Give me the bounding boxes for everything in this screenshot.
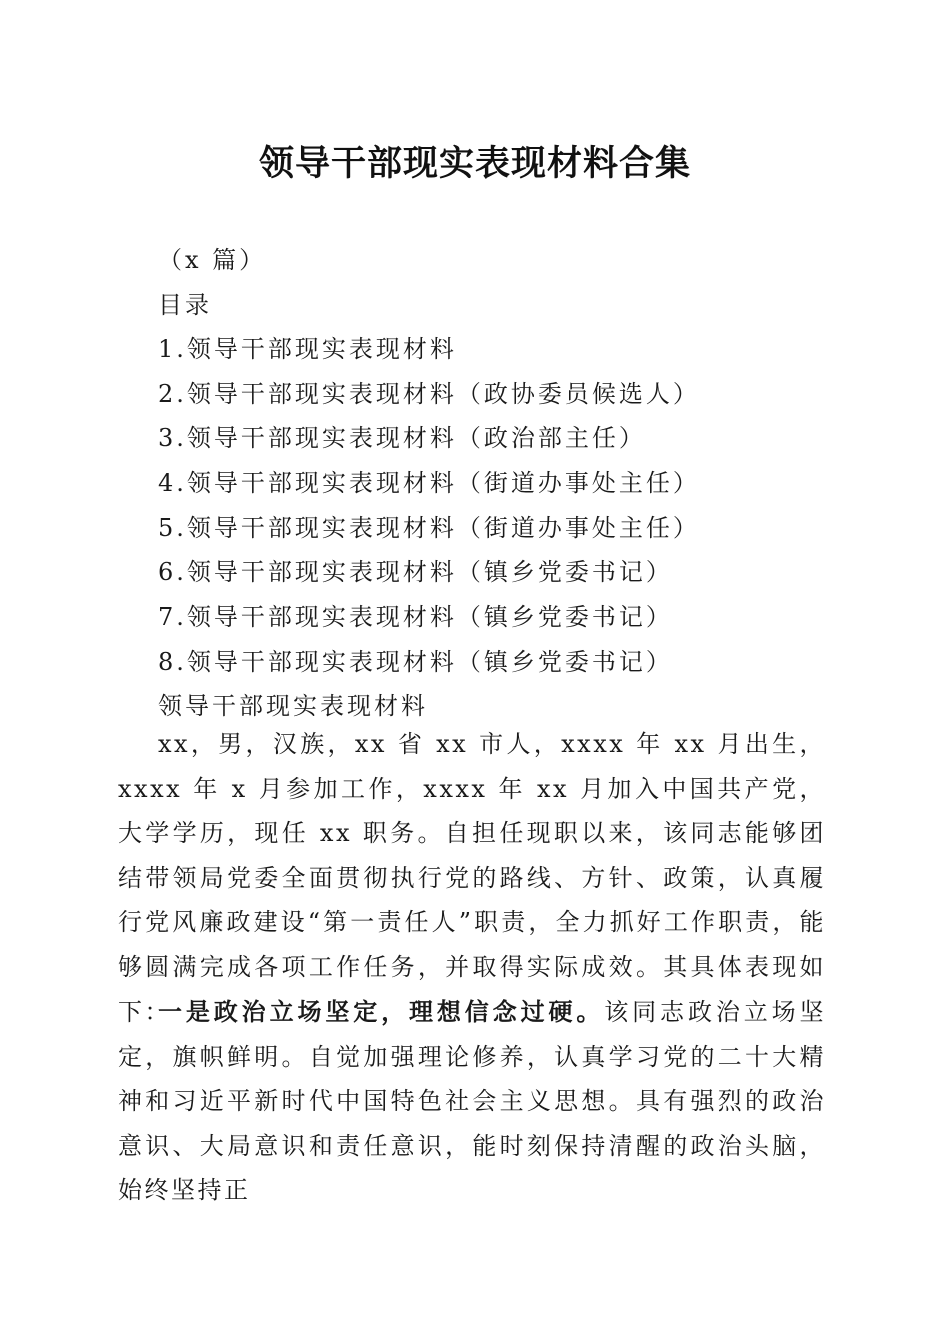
toc-item: 8.领导干部现实表现材料（镇乡党委书记）	[158, 648, 673, 676]
paragraph-intro: xx，男，汉族，xx 省 xx 市人，xxxx 年 xx 月出生，xxxx 年 x 月参加工作，xxxx 年 xx 月加入中国共产党，大学学历，现任 xx 职务。自担任现职以来，该同志能够团结带领局党委全面贯彻执行党的路线、方针、政策，认真履行党风廉政建设“第一责任人”职责，全力抓好工作职责，能够圆满完成各项工作任务，并取得实际成效。其具体表现如下：	[118, 730, 826, 1026]
count-note: （x 篇）	[158, 246, 267, 274]
toc-item: 4.领导干部现实表现材料（街道办事处主任）	[158, 469, 700, 497]
toc-item: 5.领导干部现实表现材料（街道办事处主任）	[158, 514, 700, 542]
toc-item: 1.领导干部现实表现材料	[158, 335, 457, 363]
paragraph-political-stance	[118, 990, 826, 1213]
toc-heading: 目录	[158, 291, 212, 319]
toc-item: 3.领导干部现实表现材料（政治部主任）	[158, 424, 646, 452]
paragraph-lead: 一是政治立场坚定，理想信念过硬。	[158, 997, 605, 1026]
toc-item: 2.领导干部现实表现材料（政协委员候选人）	[158, 380, 700, 408]
toc-item: 7.领导干部现实表现材料（镇乡党委书记）	[158, 603, 673, 631]
document-title: 领导干部现实表现材料合集	[258, 143, 691, 184]
toc-item: 6.领导干部现实表现材料（镇乡党委书记）	[158, 558, 673, 586]
paragraph-body: 该同志政治立场坚定，旗帜鲜明。自觉加强理论修养，认真学习党的二十大精神和习近平新时代中国特色社会主义思想。具有强烈的政治意识、大局意识和责任意识，能时刻保持清醒的政治头脑，始终坚持正	[118, 998, 827, 1205]
section-heading: 领导干部现实表现材料	[158, 692, 428, 720]
